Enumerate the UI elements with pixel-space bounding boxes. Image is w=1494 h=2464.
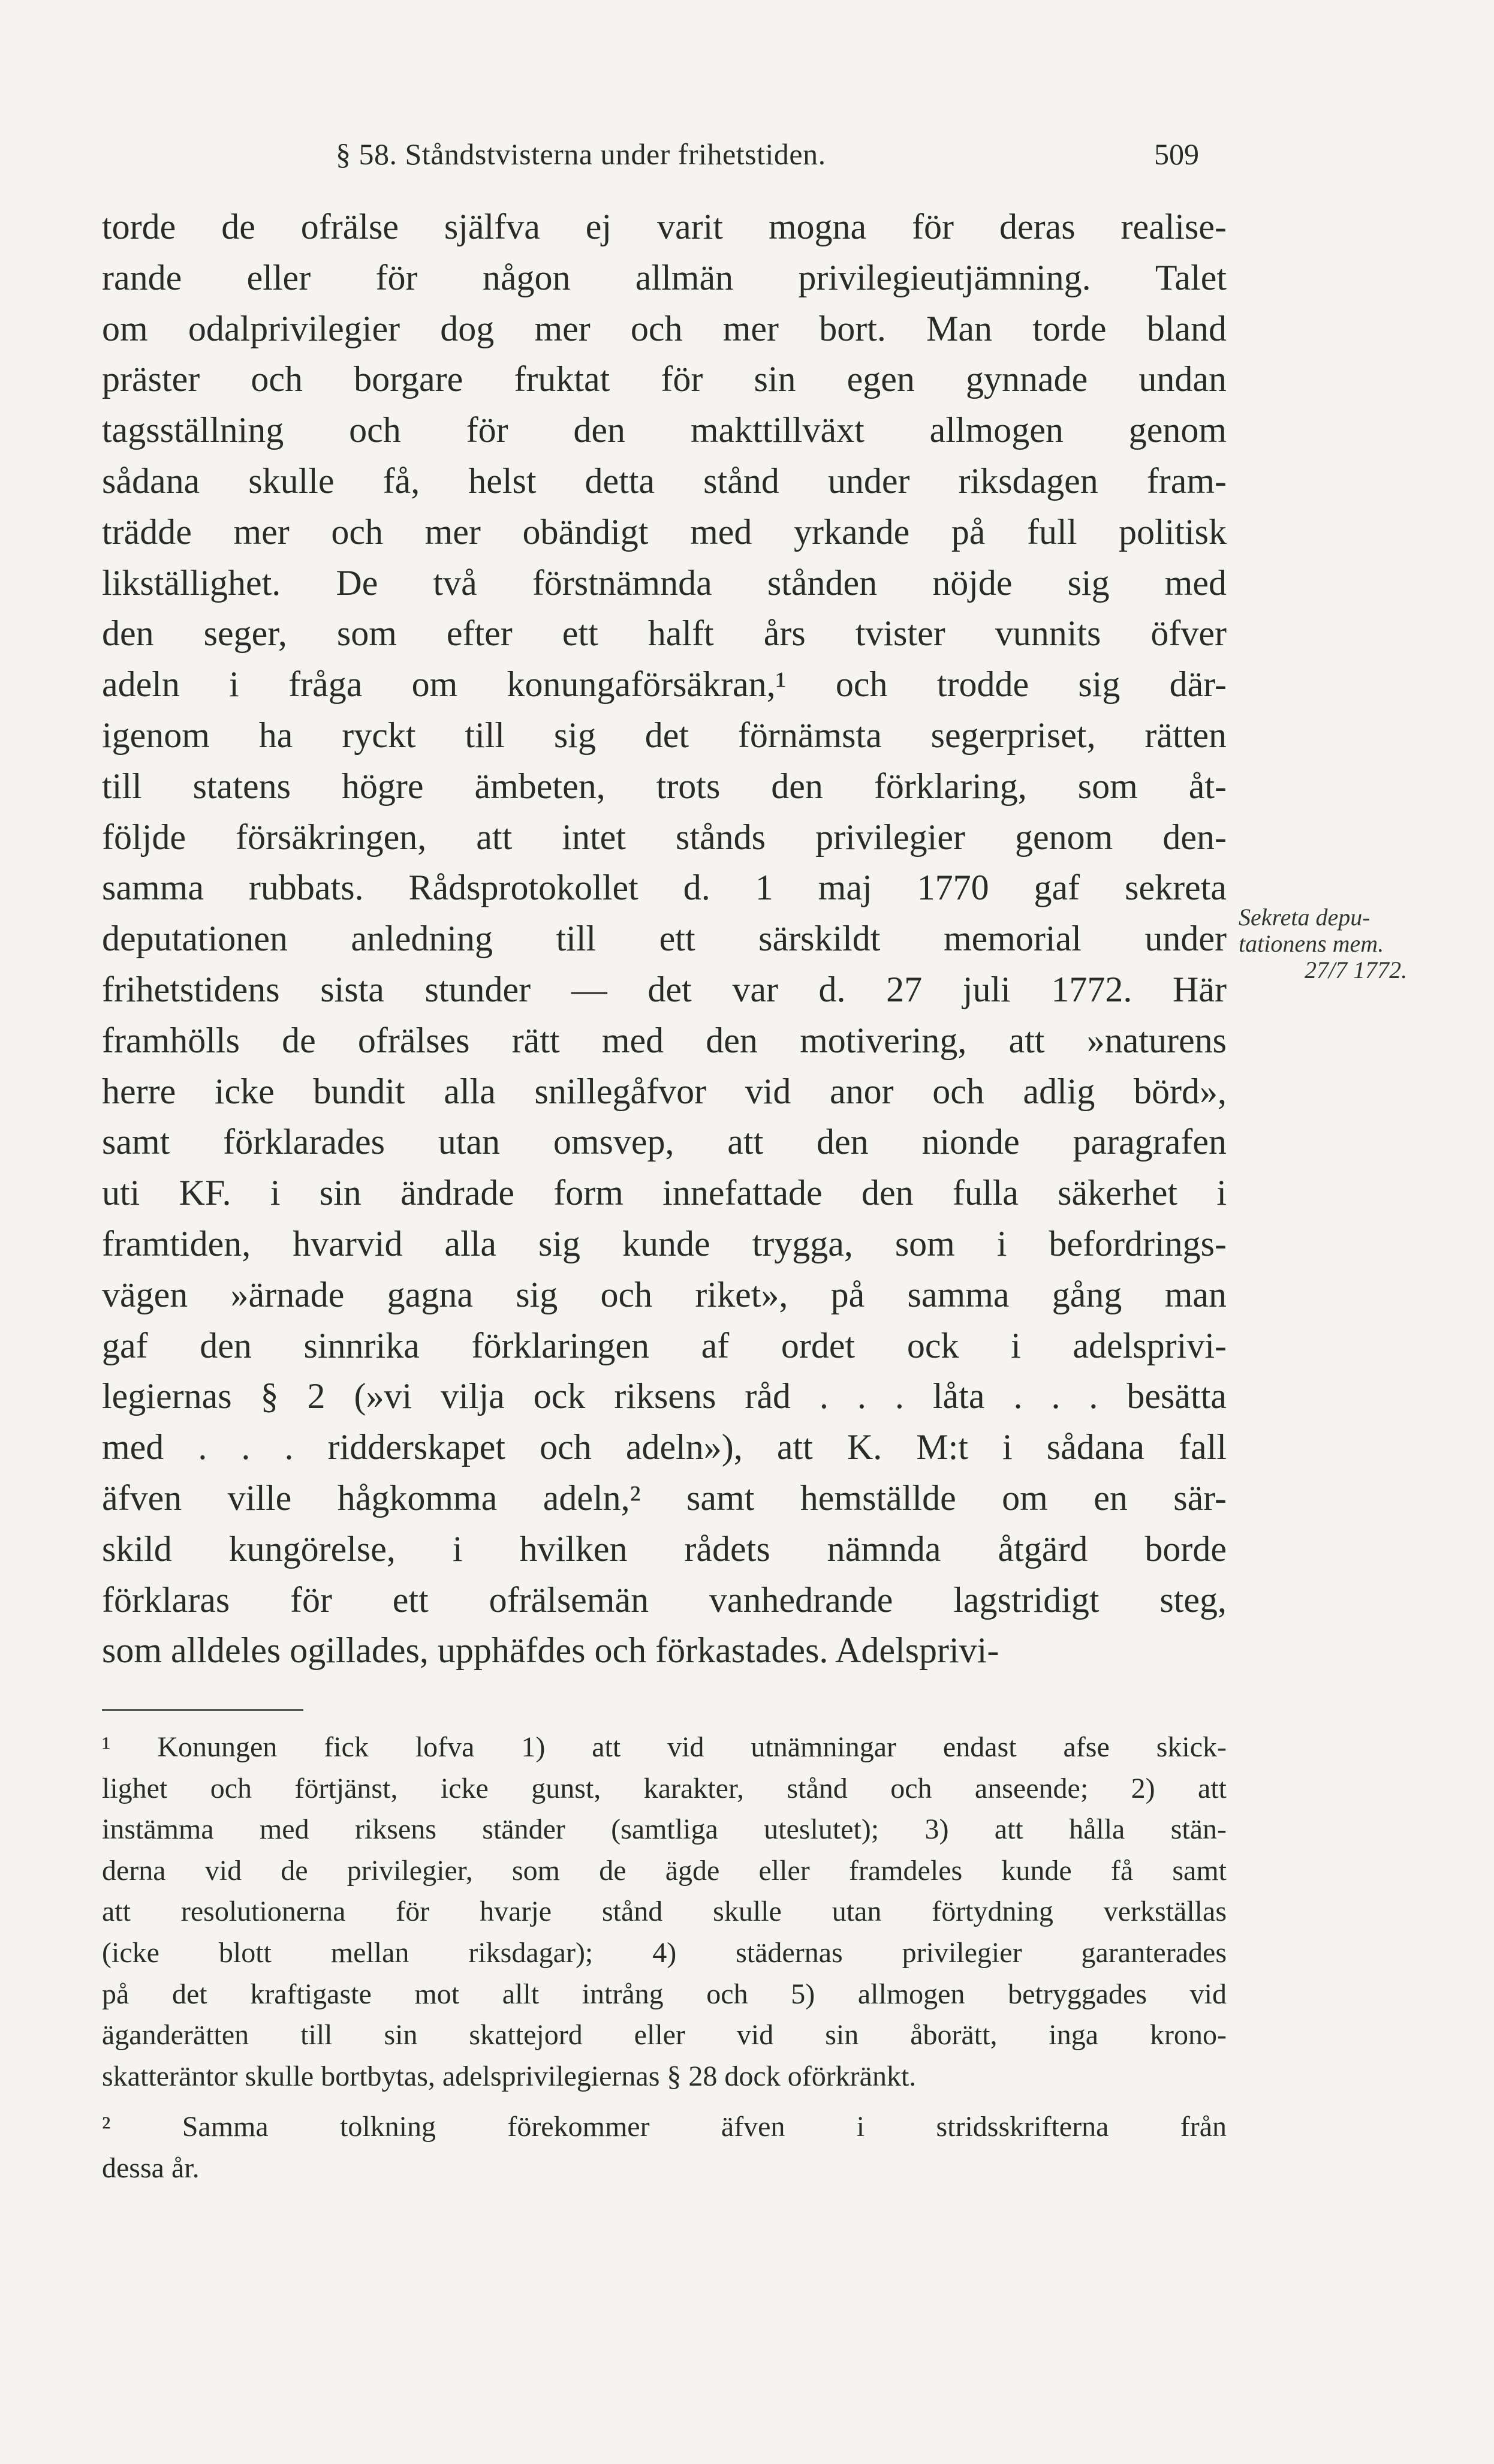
footnote-line: ¹ Konungen fick lofva 1) att vid utnämningar endast afse skick-: [102, 1731, 1227, 1763]
body-line: förklaras för ett ofrälsemän vanhedrande lagstridigt steg,: [102, 1580, 1227, 1620]
footnote-line: lighet och förtjänst, icke gunst, karakter, stånd och anseende; 2) att: [102, 1772, 1227, 1804]
body-line: legiernas § 2 (»vi vilja ock riksens råd . . . låta . . . besätta: [102, 1376, 1227, 1416]
footnote-line: äganderätten till sin skattejord eller vid sin åborätt, inga krono-: [102, 2019, 1227, 2051]
body-line: den seger, som efter ett halft års tvister vunnits öfver: [102, 613, 1227, 654]
body-line: gaf den sinnrika förklaringen af ordet ock i adelsprivi-: [102, 1325, 1227, 1365]
body-line: framtiden, hvarvid alla sig kunde trygga, som i befordrings-: [102, 1223, 1227, 1263]
footnote-divider: [102, 1709, 303, 1711]
margin-note-line: Sekreta depu-: [1239, 904, 1370, 931]
body-line: rande eller för någon allmän privilegieutjämning. Talet: [102, 257, 1227, 297]
margin-note-line: 27/7 1772.: [1305, 956, 1408, 983]
body-line: framhölls de ofrälses rätt med den motivering, att »naturens: [102, 1020, 1227, 1060]
body-line: likställighet. De två förstnämnda stånden nöjde sig med: [102, 562, 1227, 603]
footnote-line: ² Samma tolkning förekommer äfven i stridsskrifterna från: [102, 2111, 1227, 2143]
body-line: frihetstidens sista stunder — det var d. 27 juli 1772. Här: [102, 969, 1227, 1009]
footnote-line: skatteräntor skulle bortbytas, adelsprivilegiernas § 28 dock oförkränkt.: [102, 2060, 917, 2092]
body-line: vägen »ärnade gagna sig och riket», på samma gång man: [102, 1274, 1227, 1314]
body-text: [102, 201, 1227, 1676]
body-line: uti KF. i sin ändrade form innefattade den fulla säkerhet i: [102, 1173, 1227, 1213]
body-line: adeln i fråga om konungaförsäkran,¹ och trodde sig där-: [102, 664, 1227, 705]
body-line: skild kungörelse, i hvilken rådets nämnda åtgärd borde: [102, 1529, 1227, 1569]
footnote-line: instämma med riksens ständer (samtliga uteslutet); 3) att hålla stän-: [102, 1813, 1227, 1846]
page-number: 509: [1154, 137, 1199, 171]
footnote-line: derna vid de privilegier, som de ägde eller framdeles kunde få samt: [102, 1854, 1227, 1887]
footnote-line: på det kraftigaste mot allt intrång och 5) allmogen betryggades vid: [102, 1978, 1227, 2010]
body-line: igenom ha ryckt till sig det förnämsta segerpriset, rätten: [102, 715, 1227, 755]
body-line: till statens högre ämbeten, trots den förklaring, som åt-: [102, 766, 1227, 806]
body-line: deputationen anledning till ett särskildt memorial under: [102, 919, 1227, 959]
body-line: tagsställning och för den makttillväxt allmogen genom: [102, 410, 1227, 450]
body-line: samma rubbats. Rådsprotokollet d. 1 maj 1770 gaf sekreta: [102, 868, 1227, 908]
body-line: följde försäkringen, att intet stånds privilegier genom den-: [102, 817, 1227, 857]
body-line: sådana skulle få, helst detta stånd under riksdagen fram-: [102, 461, 1227, 501]
footnotes: [102, 1727, 1227, 2189]
body-line: om odalprivilegier dog mer och mer bort. Man torde bland: [102, 308, 1227, 348]
footnote-line: dessa år.: [102, 2152, 200, 2184]
running-header: [102, 137, 1199, 179]
body-line: torde de ofrälse själfva ej varit mogna för deras realise-: [102, 207, 1227, 246]
body-line: herre icke bundit alla snillegåfvor vid anor och adlig börd»,: [102, 1071, 1227, 1111]
margin-note: [1239, 904, 1478, 983]
section-title: § 58. Ståndstvisterna under frihetstiden.: [336, 137, 826, 171]
body-line: samt förklarades utan omsvep, att den nionde paragrafen: [102, 1122, 1227, 1162]
body-line: med . . . ridderskapet och adeln»), att K. M:t i sådana fall: [102, 1427, 1227, 1467]
body-line: trädde mer och mer obändigt med yrkande på full politisk: [102, 512, 1227, 552]
margin-note-line: tationens mem.: [1239, 930, 1384, 957]
footnote-line: att resolutionerna för hvarje stånd skulle utan förtydning verkställas: [102, 1896, 1227, 1928]
body-line: äfven ville hågkomma adeln,² samt hemställde om en sär-: [102, 1478, 1227, 1518]
body-line: som alldeles ogillades, upphäfdes och förkastades. Adelsprivi-: [102, 1630, 999, 1671]
body-line: präster och borgare fruktat för sin egen gynnade undan: [102, 359, 1227, 399]
footnote-line: (icke blott mellan riksdagar); 4) städernas privilegier garanterades: [102, 1936, 1227, 1969]
